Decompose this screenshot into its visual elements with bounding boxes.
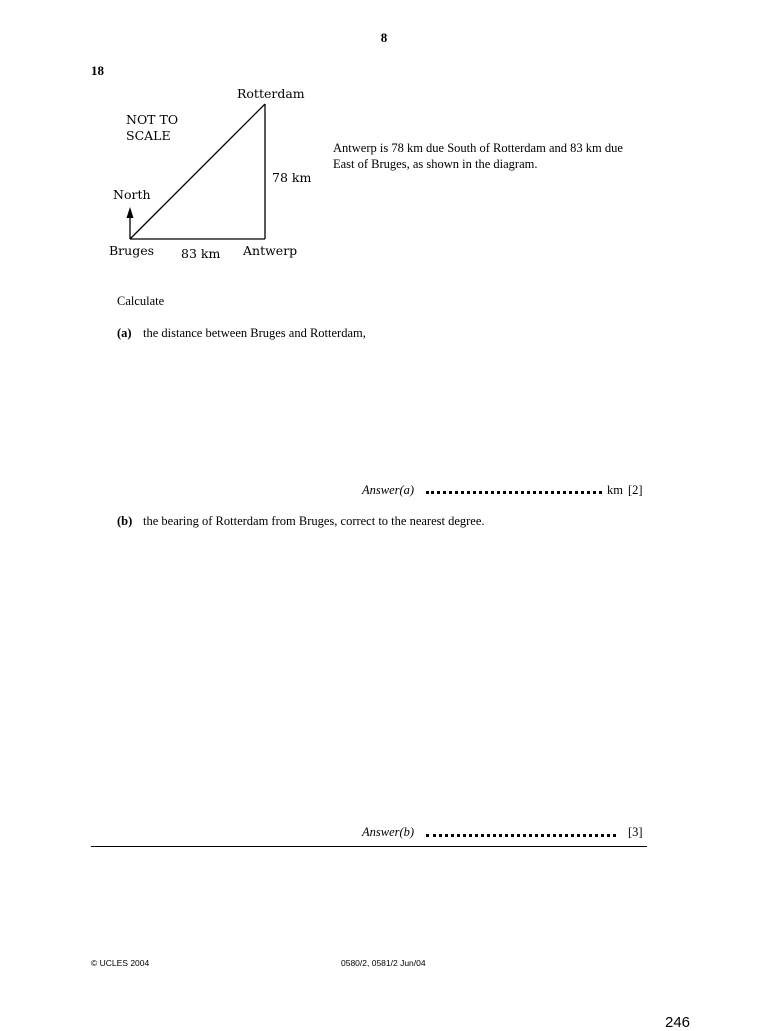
page-number: 8 xyxy=(380,30,388,45)
answer-b-label: Answer(b) xyxy=(362,825,415,839)
footer-copyright: © UCLES 2004 xyxy=(91,958,150,968)
answer-b-marks: [3] xyxy=(628,825,643,839)
part-b-question xyxy=(117,514,485,529)
footer-paper-code: 0580/2, 0581/2 Jun/04 xyxy=(341,958,426,968)
part-a-text: the distance between Bruges and Rotterdam, xyxy=(143,326,366,340)
question-intro: Antwerp is 78 km due South of Rotterdam and 83 km due East of Bruges, as shown in the diagram. xyxy=(333,141,623,171)
part-b-label: (b) xyxy=(117,514,133,528)
label-antwerp: Antwerp xyxy=(243,243,298,258)
label-rotterdam: Rotterdam xyxy=(237,86,305,101)
answer-a-label: Answer(a) xyxy=(362,483,415,497)
label-north: North xyxy=(113,187,151,202)
answer-a-marks: [2] xyxy=(628,483,643,497)
answer-b-field[interactable] xyxy=(426,834,616,837)
label-bruges: Bruges xyxy=(109,243,155,258)
label-not-to-scale-line2: SCALE xyxy=(126,128,171,143)
part-b-text: the bearing of Rotterdam from Bruges, correct to the nearest degree. xyxy=(143,514,485,528)
label-side-83km: 83 km xyxy=(181,246,221,261)
section-divider xyxy=(91,846,647,847)
label-side-78km: 78 km xyxy=(272,170,312,185)
part-a-question xyxy=(117,326,366,341)
question-number: 18 xyxy=(91,63,104,78)
answer-a-unit: km xyxy=(607,483,623,497)
north-arrow-icon xyxy=(127,207,134,218)
calculate-instruction: Calculate xyxy=(117,294,165,308)
corner-page-number: 246 xyxy=(665,1014,691,1031)
answer-a-field[interactable] xyxy=(426,491,602,494)
label-not-to-scale-line1: NOT TO xyxy=(126,112,179,127)
part-a-label: (a) xyxy=(117,326,132,340)
